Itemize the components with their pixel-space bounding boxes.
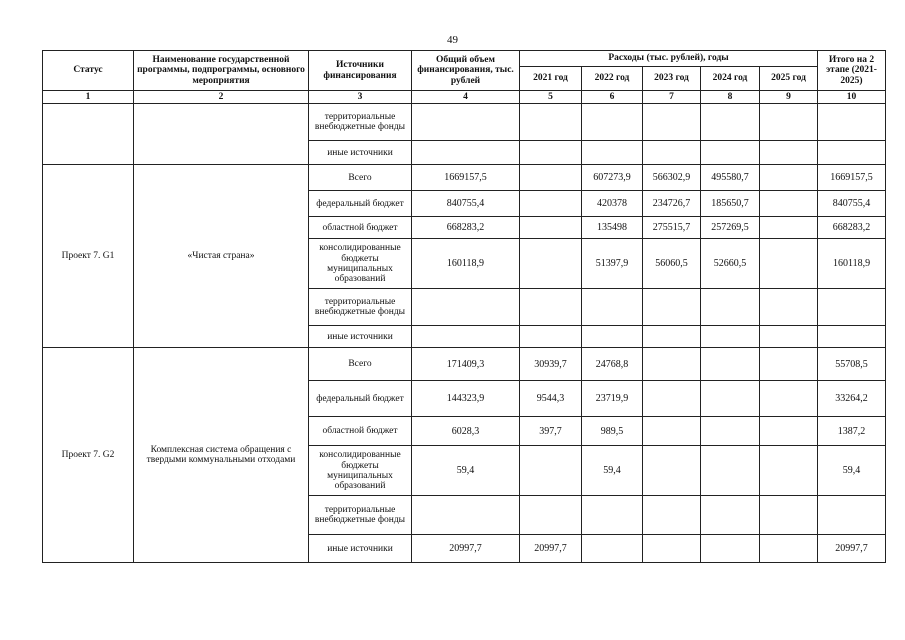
value-cell: 397,7 bbox=[520, 417, 582, 446]
value-cell: 668283,2 bbox=[818, 217, 886, 239]
source-cell: Всего bbox=[309, 348, 412, 381]
status-cell bbox=[43, 104, 134, 165]
value-cell: 1669157,5 bbox=[818, 165, 886, 191]
header-year: 2021 год bbox=[520, 67, 582, 91]
name-cell bbox=[134, 104, 309, 165]
value-cell bbox=[760, 446, 818, 496]
value-cell: 275515,7 bbox=[643, 217, 701, 239]
value-cell bbox=[818, 326, 886, 348]
header-year: 2025 год bbox=[760, 67, 818, 91]
value-cell: 566302,9 bbox=[643, 165, 701, 191]
source-cell: консолидированные бюджеты муниципальных образований bbox=[309, 446, 412, 496]
source-cell: федеральный бюджет bbox=[309, 381, 412, 417]
header-status: Статус bbox=[43, 51, 134, 91]
value-cell: 20997,7 bbox=[412, 535, 520, 563]
source-cell: федеральный бюджет bbox=[309, 191, 412, 217]
value-cell bbox=[520, 446, 582, 496]
value-cell bbox=[760, 141, 818, 165]
value-cell: 55708,5 bbox=[818, 348, 886, 381]
value-cell bbox=[582, 535, 643, 563]
value-cell bbox=[760, 191, 818, 217]
value-cell: 52660,5 bbox=[701, 239, 760, 289]
value-cell bbox=[643, 141, 701, 165]
header-expenses: Расходы (тыс. рублей), годы bbox=[520, 51, 818, 67]
value-cell bbox=[520, 496, 582, 535]
status-cell: Проект 7. G1 bbox=[43, 165, 134, 348]
value-cell: 989,5 bbox=[582, 417, 643, 446]
col-number: 3 bbox=[309, 91, 412, 104]
value-cell: 185650,7 bbox=[701, 191, 760, 217]
col-number: 6 bbox=[582, 91, 643, 104]
source-cell: иные источники bbox=[309, 326, 412, 348]
value-cell: 24768,8 bbox=[582, 348, 643, 381]
header-total-volume: Общий объем финансирования, тыс. рублей bbox=[412, 51, 520, 91]
value-cell bbox=[582, 104, 643, 141]
value-cell bbox=[760, 535, 818, 563]
value-cell: 840755,4 bbox=[818, 191, 886, 217]
value-cell bbox=[818, 104, 886, 141]
value-cell bbox=[701, 141, 760, 165]
value-cell bbox=[760, 326, 818, 348]
value-cell bbox=[582, 496, 643, 535]
source-cell: иные источники bbox=[309, 535, 412, 563]
source-cell: территориальные внебюджетные фонды bbox=[309, 104, 412, 141]
page-number: 49 bbox=[447, 34, 458, 46]
value-cell bbox=[520, 217, 582, 239]
value-cell bbox=[582, 326, 643, 348]
value-cell: 6028,3 bbox=[412, 417, 520, 446]
value-cell bbox=[760, 496, 818, 535]
value-cell bbox=[520, 141, 582, 165]
value-cell: 59,4 bbox=[412, 446, 520, 496]
col-number: 10 bbox=[818, 91, 886, 104]
source-cell: территориальные внебюджетные фонды bbox=[309, 289, 412, 326]
value-cell bbox=[520, 191, 582, 217]
value-cell bbox=[818, 496, 886, 535]
value-cell: 160118,9 bbox=[412, 239, 520, 289]
header-itogo: Итого на 2 этапе (2021-2025) bbox=[818, 51, 886, 91]
value-cell bbox=[701, 289, 760, 326]
value-cell bbox=[760, 289, 818, 326]
value-cell bbox=[701, 417, 760, 446]
value-cell bbox=[643, 535, 701, 563]
value-cell: 30939,7 bbox=[520, 348, 582, 381]
value-cell bbox=[520, 289, 582, 326]
value-cell bbox=[760, 165, 818, 191]
col-number: 9 bbox=[760, 91, 818, 104]
source-cell: иные источники bbox=[309, 141, 412, 165]
value-cell bbox=[643, 496, 701, 535]
value-cell bbox=[760, 417, 818, 446]
value-cell bbox=[701, 104, 760, 141]
source-cell: областной бюджет bbox=[309, 417, 412, 446]
value-cell bbox=[701, 446, 760, 496]
header-year: 2023 год bbox=[643, 67, 701, 91]
value-cell bbox=[701, 326, 760, 348]
value-cell bbox=[818, 141, 886, 165]
value-cell bbox=[701, 496, 760, 535]
value-cell bbox=[818, 289, 886, 326]
value-cell: 1669157,5 bbox=[412, 165, 520, 191]
value-cell: 144323,9 bbox=[412, 381, 520, 417]
value-cell: 33264,2 bbox=[818, 381, 886, 417]
table-row bbox=[43, 165, 886, 191]
value-cell bbox=[520, 104, 582, 141]
value-cell bbox=[760, 104, 818, 141]
table-row bbox=[43, 104, 886, 141]
value-cell bbox=[760, 348, 818, 381]
value-cell bbox=[643, 446, 701, 496]
header-year: 2022 год bbox=[582, 67, 643, 91]
value-cell: 160118,9 bbox=[818, 239, 886, 289]
name-cell: «Чистая страна» bbox=[134, 165, 309, 348]
source-cell: областной бюджет bbox=[309, 217, 412, 239]
value-cell: 171409,3 bbox=[412, 348, 520, 381]
value-cell bbox=[412, 104, 520, 141]
value-cell bbox=[643, 289, 701, 326]
value-cell bbox=[412, 141, 520, 165]
value-cell bbox=[643, 104, 701, 141]
value-cell: 9544,3 bbox=[520, 381, 582, 417]
value-cell bbox=[701, 381, 760, 417]
value-cell bbox=[412, 496, 520, 535]
value-cell: 59,4 bbox=[818, 446, 886, 496]
value-cell: 20997,7 bbox=[818, 535, 886, 563]
value-cell: 234726,7 bbox=[643, 191, 701, 217]
header-year: 2024 год bbox=[701, 67, 760, 91]
value-cell: 420378 bbox=[582, 191, 643, 217]
value-cell bbox=[643, 326, 701, 348]
value-cell: 840755,4 bbox=[412, 191, 520, 217]
value-cell bbox=[582, 141, 643, 165]
status-cell: Проект 7. G2 bbox=[43, 348, 134, 563]
value-cell bbox=[643, 348, 701, 381]
budget-table bbox=[42, 50, 886, 563]
value-cell bbox=[582, 289, 643, 326]
value-cell: 607273,9 bbox=[582, 165, 643, 191]
value-cell: 20997,7 bbox=[520, 535, 582, 563]
col-number: 8 bbox=[701, 91, 760, 104]
col-number: 7 bbox=[643, 91, 701, 104]
value-cell: 56060,5 bbox=[643, 239, 701, 289]
value-cell bbox=[520, 165, 582, 191]
value-cell: 51397,9 bbox=[582, 239, 643, 289]
value-cell: 495580,7 bbox=[701, 165, 760, 191]
value-cell: 668283,2 bbox=[412, 217, 520, 239]
source-cell: территориальные внебюджетные фонды bbox=[309, 496, 412, 535]
header-sources: Источники финансирования bbox=[309, 51, 412, 91]
header-name: Наименование государственной программы, подпрограммы, основного мероприятия bbox=[134, 51, 309, 91]
source-cell: Всего bbox=[309, 165, 412, 191]
value-cell bbox=[643, 381, 701, 417]
value-cell bbox=[643, 417, 701, 446]
value-cell bbox=[701, 535, 760, 563]
col-number: 4 bbox=[412, 91, 520, 104]
value-cell: 1387,2 bbox=[818, 417, 886, 446]
value-cell: 257269,5 bbox=[701, 217, 760, 239]
value-cell bbox=[412, 289, 520, 326]
value-cell bbox=[760, 381, 818, 417]
col-number: 1 bbox=[43, 91, 134, 104]
source-cell: консолидированные бюджеты муниципальных образований bbox=[309, 239, 412, 289]
col-number: 5 bbox=[520, 91, 582, 104]
value-cell bbox=[760, 239, 818, 289]
table-row bbox=[43, 348, 886, 381]
value-cell: 23719,9 bbox=[582, 381, 643, 417]
value-cell bbox=[760, 217, 818, 239]
name-cell: Комплексная система обращения с твердыми коммунальными отходами bbox=[134, 348, 309, 563]
value-cell: 135498 bbox=[582, 217, 643, 239]
value-cell bbox=[520, 326, 582, 348]
value-cell bbox=[520, 239, 582, 289]
value-cell bbox=[412, 326, 520, 348]
col-number: 2 bbox=[134, 91, 309, 104]
value-cell: 59,4 bbox=[582, 446, 643, 496]
value-cell bbox=[701, 348, 760, 381]
